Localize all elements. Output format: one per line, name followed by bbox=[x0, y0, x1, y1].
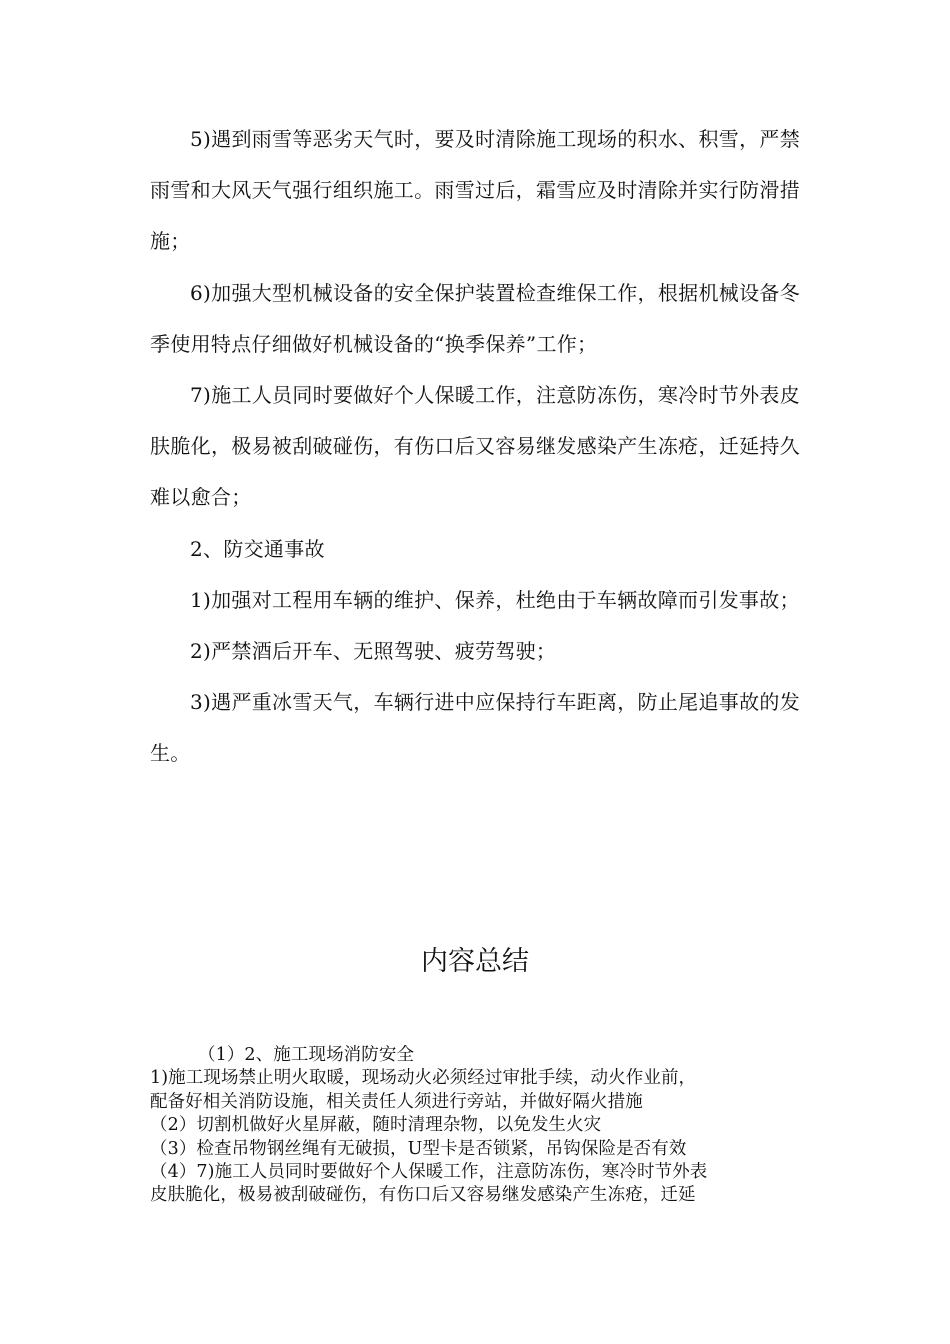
summary-title: 内容总结 bbox=[421, 946, 529, 977]
summary-line: （2）切割机做好火星屏蔽，随时清理杂物，以免发生火灾 bbox=[150, 1115, 602, 1136]
paragraph-personal-warmth: 7)施工人员同时要做好个人保暖工作，注意防冻伤，寒冷时节外表皮肤脆化，极易被刮破碰伤，有伤口后又容易继发感染产生冻疮，迁延持久难以愈合； bbox=[150, 383, 800, 510]
summary-line: （4）7)施工人员同时要做好个人保暖工作，注意防冻伤，寒冷时节外表 bbox=[150, 1162, 708, 1183]
summary-line: 皮肤脆化，极易被刮破碰伤，有伤口后又容易继发感染产生冻疮，迁延 bbox=[150, 1185, 696, 1206]
summary-line: 1)施工现场禁止明火取暖，现场动火必须经过审批手续，动火作业前， bbox=[150, 1068, 697, 1089]
body-text bbox=[150, 114, 800, 780]
paragraph-rain-snow: 5)遇到雨雪等恶劣天气时，要及时清除施工现场的积水、积雪，严禁雨雪和大风天气强行组织施工。雨雪过后，霜雪应及时清除并实行防滑措施； bbox=[150, 127, 800, 254]
paragraph-vehicle-maintenance: 1)加强对工程用车辆的维护、保养，杜绝由于车辆故障而引发事故； bbox=[190, 587, 800, 612]
section-heading-traffic: 2、防交通事故 bbox=[190, 536, 325, 561]
summary-block bbox=[150, 1044, 805, 1208]
paragraph-ice-distance: 3)遇严重冰雪天气，车辆行进中应保持行车距离，防止尾追事故的发生。 bbox=[150, 690, 800, 766]
paragraph-machinery: 6)加强大型机械设备的安全保护装置检查维保工作，根据机械设备冬季使用特点仔细做好机械设备的“换季保养”工作； bbox=[150, 280, 800, 356]
paragraph-no-drunk-driving: 2)严禁酒后开车、无照驾驶、疲劳驾驶； bbox=[190, 639, 557, 664]
summary-line: 配备好相关消防设施，相关责任人须进行旁站，并做好隔火措施 bbox=[150, 1091, 643, 1112]
summary-line: （1）2、施工现场消防安全 bbox=[198, 1045, 415, 1065]
summary-line: （3）检查吊物钢丝绳有无破损，U型卡是否锁紧，吊钩保险是否有效 bbox=[150, 1138, 687, 1159]
